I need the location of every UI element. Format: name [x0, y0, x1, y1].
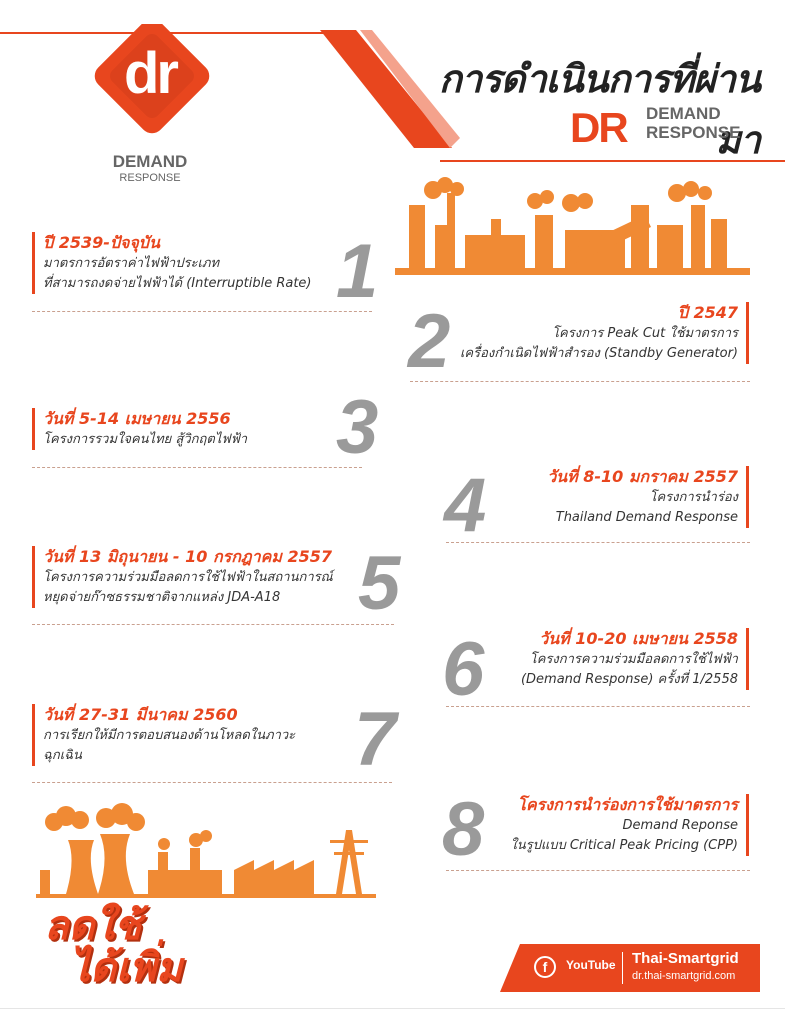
entry-line: โครงการ Peak Cut ใช้มาตรการ: [552, 326, 738, 341]
footer-separator: [622, 952, 623, 984]
entry-line: โครงการความร่วมมือลดการใช้ไฟฟ้าในสถานการณ์: [43, 570, 333, 585]
entry-heading: วันที่ 27-31 มีนาคม 2560: [43, 705, 238, 724]
entry-line: ฉุกเฉิน: [43, 748, 82, 763]
divider: [446, 542, 750, 543]
timeline-entry-7: [32, 704, 295, 766]
entry-heading: วันที่ 5-14 เมษายน 2556: [43, 409, 231, 428]
entry-line: เครื่องกำเนิดไฟฟ้าสำรอง (Standby Generator): [459, 346, 738, 361]
youtube-icon[interactable]: YouTube: [566, 958, 616, 972]
divider: [410, 381, 750, 382]
entry-line: มาตรการอัตราค่าไฟฟ้าประเภท: [43, 256, 220, 271]
dr-mark: DR: [570, 104, 627, 151]
entry-number-7: 7: [354, 697, 397, 782]
entry-heading: วันที่ 13 มิถุนายน - 10 กรกฎาคม 2557: [43, 547, 333, 566]
slogan-line-1: ลดใช้: [44, 903, 142, 949]
dr-word-demand: DEMAND: [646, 104, 721, 123]
dr-word-response: RESPONSE: [646, 123, 741, 142]
site-url[interactable]: dr.thai-smartgrid.com: [632, 970, 736, 982]
timeline-entry-2: [460, 302, 749, 364]
entry-heading: โครงการนำร่องการใช้มาตรการ: [517, 795, 738, 814]
slogan-line-2: ได้เพิ่ม: [70, 945, 183, 991]
entry-line: โครงการรวมใจคนไทย สู้วิกฤตไฟฟ้า: [43, 432, 248, 447]
divider: [32, 782, 392, 783]
page-title: การดำเนินการที่ผ่านมา: [438, 57, 760, 162]
factory-skyline-icon: [395, 175, 750, 277]
divider: [32, 311, 372, 312]
dr-words: [646, 104, 740, 142]
entry-heading: ปี 2547: [677, 303, 738, 322]
logo-letters: dr: [124, 41, 176, 106]
timeline-entry-6: [521, 628, 749, 690]
entry-line: หยุดจ่ายก๊าซธรรมชาติจากแหล่ง JDA-A18: [43, 590, 281, 605]
entry-line: (Demand Response) ครั้งที่ 1/2558: [520, 672, 738, 687]
entry-heading: วันที่ 10-20 เมษายน 2558: [539, 629, 738, 648]
entry-line: Thailand Demand Response: [555, 510, 738, 525]
timeline-entry-4: [547, 466, 749, 528]
entry-line: โครงการความร่วมมือลดการใช้ไฟฟ้า: [529, 652, 738, 667]
entry-heading: ปี 2539-ปัจจุบัน: [43, 233, 160, 252]
timeline-entry-8: [510, 794, 749, 856]
logo-word-demand: DEMAND: [112, 152, 188, 171]
divider: [446, 870, 750, 871]
divider: [32, 624, 394, 625]
entry-line: Demand Reponse: [622, 818, 738, 833]
divider: [32, 467, 362, 468]
logo-word-response: RESPONSE: [119, 172, 181, 184]
entry-heading: วันที่ 8-10 มกราคม 2557: [547, 467, 738, 486]
site-name: Thai-Smartgrid: [632, 950, 739, 967]
divider: [446, 706, 750, 707]
entry-number-8: 8: [442, 787, 485, 872]
industry-icons: [36, 800, 376, 900]
bottom-border: [0, 1008, 785, 1009]
entry-number-4: 4: [444, 463, 487, 548]
entry-number-5: 5: [358, 541, 401, 626]
timeline-entry-1: [32, 232, 312, 294]
entry-line: ในรูปแบบ Critical Peak Pricing (CPP): [510, 838, 738, 853]
timeline-entry-3: [32, 408, 247, 450]
entry-line: การเรียกให้มีการตอบสนองด้านโหลดในภาวะ: [43, 728, 296, 743]
entry-number-6: 6: [442, 627, 485, 712]
entry-number-3: 3: [336, 385, 379, 470]
timeline-entry-5: [32, 546, 333, 608]
facebook-icon[interactable]: f: [534, 956, 556, 978]
entry-number-2: 2: [408, 299, 451, 384]
entry-number-1: 1: [336, 229, 379, 314]
entry-line: โครงการนำร่อง: [649, 490, 738, 505]
entry-line: ที่สามารถงดจ่ายไฟฟ้าได้ (Interruptible Rate): [43, 276, 312, 291]
